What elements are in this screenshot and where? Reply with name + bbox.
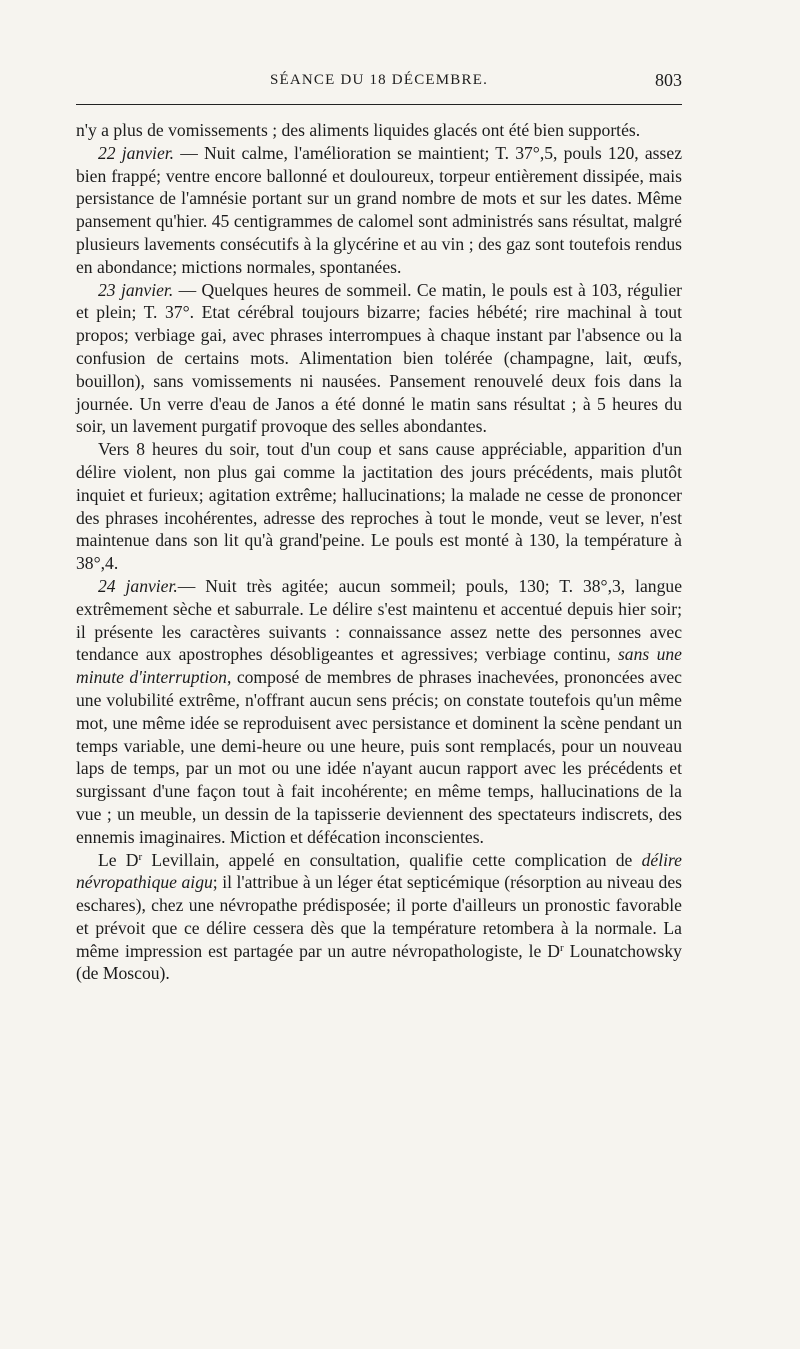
page-number: 803 [655, 70, 682, 90]
paragraph-text: Vers 8 heures du soir, tout d'un coup et sans cause appréciable, apparition d'un délire violent, non plus gai comme la jactitation des jours précédents, mais plutôt inquiet et furieux; agitation extrême; hallucinations; la malade ne cesse de prononcer des phrases incohérentes, adresse des reproches à tout le monde, veut se lever, n'est maintenue dans son lit qu'à grand'peine. Le pouls est monté à 130, la température à 38°,4. [76, 439, 682, 574]
paragraph-text: — Nuit très agitée; aucun sommeil; pouls, 130; T. 38°,3, langue extrêmement sèche et saburrale. Le délire s'est maintenu et accentué depuis hier soir; il présente les caractères suivants : connaissance assez nette des personnes avec tendance aux apostrophes désobligeantes et agressives; verbiage continu, [76, 575, 682, 665]
emphasis: délire névropathique aigu [76, 849, 682, 893]
entry-date: 23 janvier. [98, 279, 174, 300]
superscript: r [138, 850, 143, 863]
superscript: r [559, 941, 564, 954]
entry-date: 22 janvier. [98, 142, 175, 163]
running-head: SÉANCE DU 18 DÉCEMBRE. [269, 72, 489, 88]
emphasis: sans une minute d'interruption [76, 644, 682, 688]
page-header [76, 72, 682, 98]
body-text [76, 119, 682, 985]
header-rule [76, 104, 682, 105]
paragraph-evening [76, 438, 682, 575]
paragraph-text: — Quelques heures de sommeil. Ce matin, le pouls est à 103, régulier et plein; T. 37°. Etat cérébral toujours bizarre; facies hébété; rire machinal à tout propos; verbiage gai, avec phrases interrompues à chaque instant par l'absence ou la confusion de certains mots. Alimentation bien tolérée (champagne, lait, œufs, bouillon), sans vomissements ni nausées. Pansement renouvelé deux fois dans la journée. Un verre d'eau de Janos a été donné le matin sans résultat ; à 5 heures du soir, un lavement purgatif provoque des selles abondantes. [76, 279, 682, 437]
paragraph-text: Le D [98, 849, 139, 870]
paragraph-24-janvier [76, 575, 682, 849]
paragraph-text: Lounatchowsky (de Moscou). [76, 940, 682, 984]
paragraph-text: , composé de membres de phrases inachevées, prononcées avec une volubilité extrême, n'offrant aucun sens précis; on constate toutefois qu'un même mot, une même idée se reproduisent avec persistance et dominent la scène pendant un temps variable, une demi-heure ou une heure, puis sont remplacés, pour un nouveau laps de temps, par un mot ou une idée n'ayant aucun rapport avec les précédents et surgissant d'une façon tout à fait incohérente; en même temps, hallucinations de la vue ; un meuble, un dessin de la tapisserie deviennent des spectateurs indiscrets, des ennemis imaginaires. Miction et défécation inconscientes. [76, 667, 682, 847]
paragraph-text: Levillain, appelé en consultation, qualifie cette complication de [142, 849, 642, 870]
paragraph-continuation [76, 119, 682, 142]
paragraph-text: ; il l'attribue à un léger état septicémique (résorption au niveau des eschares), chez une névropathe prédisposée; il porte d'ailleurs un pronostic favorable et prévoit que ce délire cessera dès que la température retombera à la normale. La même impression est partagée par un autre névropathologiste, le D [76, 872, 683, 961]
paragraph-23-janvier [76, 279, 682, 439]
paragraph-text: n'y a plus de vomissements ; des aliments liquides glacés ont été bien supportés. [76, 120, 641, 140]
paragraph-22-janvier [76, 142, 682, 279]
paragraph-text: — Nuit calme, l'amélioration se maintient; T. 37°,5, pouls 120, assez bien frappé; ventre encore ballonné et douloureux, torpeur entièrement dissipée, mais persistance de l'amnésie portant sur un grand nombre de mots et sur les dates. Même pansement qu'hier. 45 centigrammes de calomel sont administrés sans résultat, malgré plusieurs lavements consécutifs à la glycérine et au vin ; des gaz sont toutefois rendus en abondance; mictions normales, spontanées. [76, 142, 682, 277]
entry-date: 24 janvier. [98, 575, 178, 596]
paragraph-consultation [76, 849, 682, 986]
